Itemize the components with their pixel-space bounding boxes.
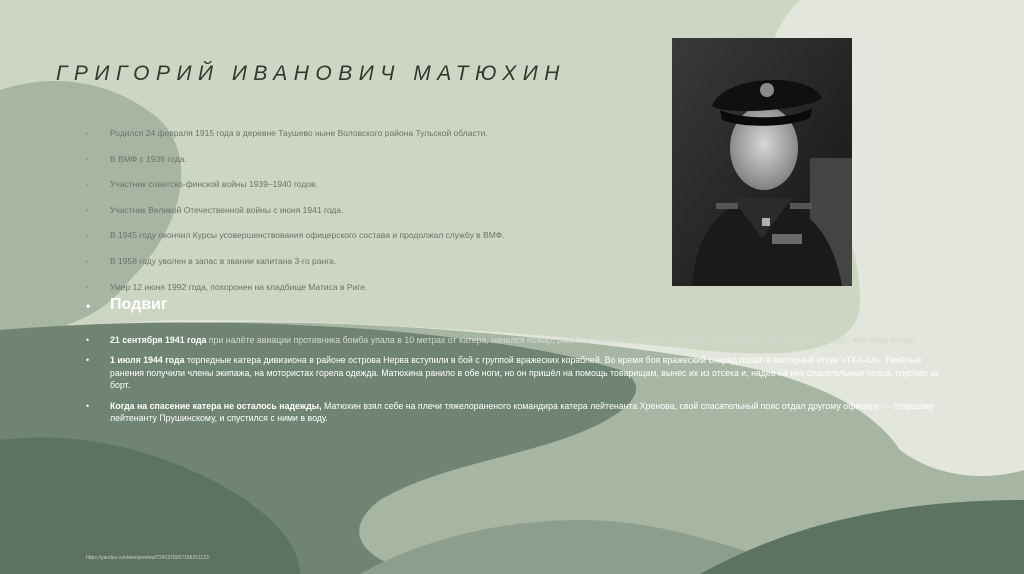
bio-item: • Участник советско-финской войны 1939–1940 годов. — [86, 179, 646, 190]
feat-date: 1 июля 1944 года — [110, 355, 185, 366]
feat-text: Матюхин взял себе на плечи тяжелораненого командира катера лейтенанта Хренова, свой спасательный пояс отдал другому офицеру — старшему лейтенанту Прушинскому, и спустился с ними в воду. — [110, 400, 934, 424]
feat-heading: • Подвиг — [86, 296, 168, 314]
feat-item — [86, 334, 950, 346]
bio-item: • Родился 24 февраля 1915 года в деревне Таушево ныне Воловского района Тульской области. — [86, 128, 646, 139]
feat-text: при налёте авиации противника бомба упала в 10 метрах от катера, начался пожар, рвались патроны и ракеты. Матюхин, раненный в руку, потушил пожар, чем спас катер. — [206, 335, 916, 345]
feat-text: торпедные катера дивизиона в районе острова Нерва вступили в бой с группой вражеских кораблей. Во время боя вражеский снаряд попал в моторный отсек «ТКА-43». Тяжёлые ранения получили члены экипажа, на мотористах горела одежда. Матюхина ранило в обе ноги, но он пришёл на помощь товарищам, вынес их из отсека и, надев на них спасательные пояса, спустил за борт. — [110, 355, 939, 391]
bio-item: • В ВМФ с 1936 года. — [86, 154, 646, 165]
feat-date: 21 сентября 1941 года — [110, 335, 207, 345]
biography-list — [86, 128, 646, 307]
slide-title: ГРИГОРИЙ ИВАНОВИЧ МАТЮХИН — [56, 62, 566, 85]
feats-list — [86, 334, 966, 432]
bio-item: • Умер 12 июня 1992 года, похоронен на кладбище Матиса в Риге. — [86, 282, 646, 293]
source-link[interactable]: https://yandex.ru/video/preview/7242378057166261123 — [86, 555, 209, 561]
bio-item: • В 1945 году окончил Курсы усовершенствования офицерского состава и продолжал службу в ВМФ. — [86, 230, 646, 241]
feat-item — [86, 400, 950, 425]
bio-item: • Участник Великой Отечественной войны с июня 1941 года. — [86, 205, 646, 216]
feat-date: Когда на спасение катера не осталось надежды, — [110, 400, 322, 411]
bio-item: • В 1958 году уволен в запас в звании капитана 3-го ранга. — [86, 256, 646, 267]
feat-item — [86, 354, 950, 391]
portrait-photo — [672, 38, 852, 286]
